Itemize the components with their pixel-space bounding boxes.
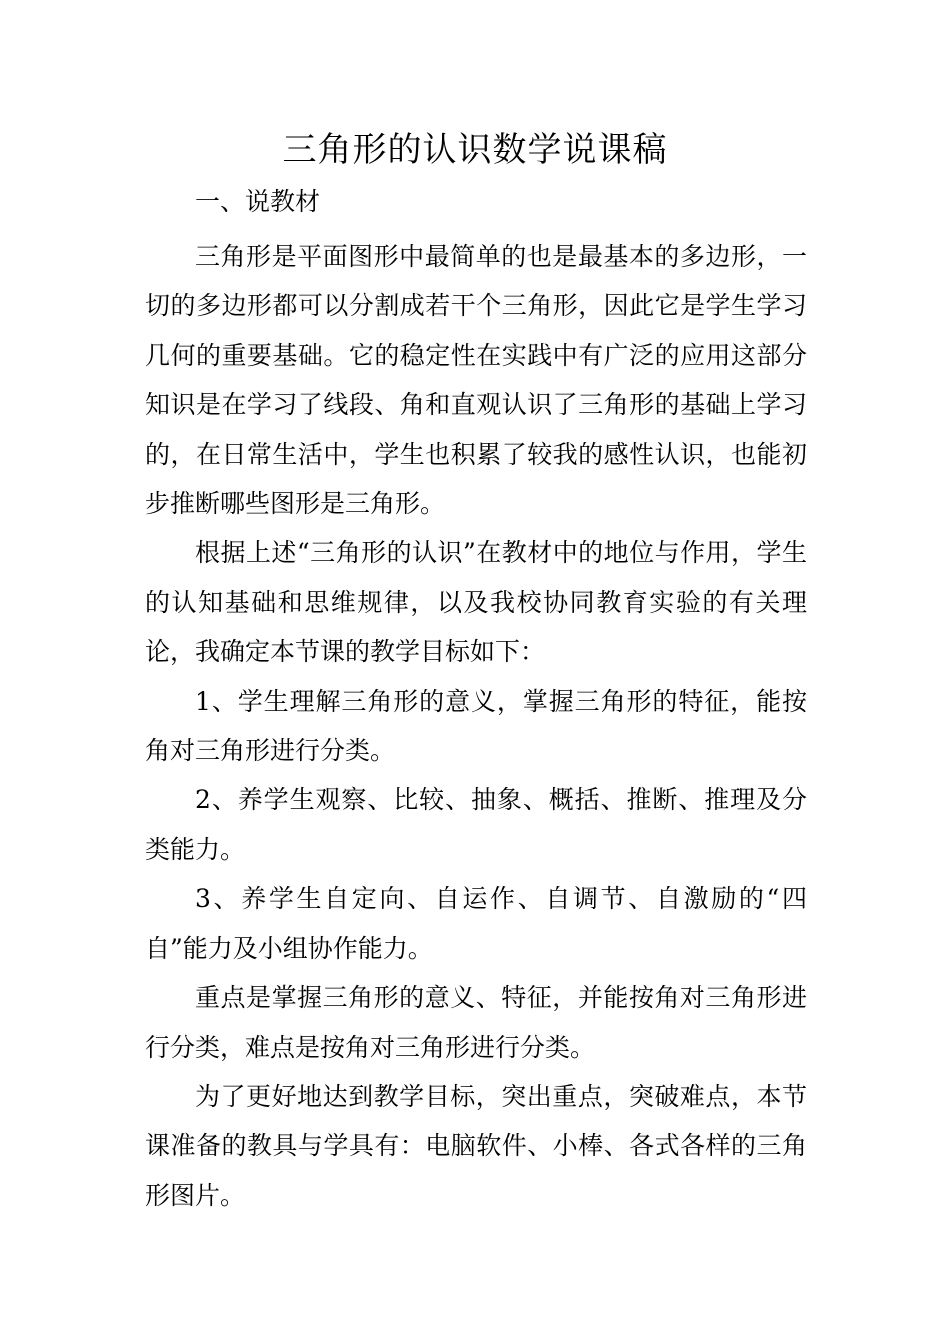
section-heading: 一、说教材	[195, 187, 321, 216]
paragraph-objective-2: 2、养学生观察、比较、抽象、概括、推断、推理及分类能力。	[145, 785, 807, 864]
paragraph-objective-1: 1、学生理解三角形的意义，掌握三角形的特征，能按角对三角形进行分类。	[145, 686, 807, 766]
document-title: 三角形的认识数学说课稿	[282, 130, 668, 170]
paragraph-objective-3: 3、养学生自定向、自运作、自调节、自激励的“四自”能力及小组协作能力。	[145, 884, 807, 963]
paragraph-textbook-intro: 三角形是平面图形中最简单的也是最基本的多边形，一切的多边形都可以分割成若干个三角形，因此它是学生学习几何的重要基础。它的稳定性在实践中有广泛的应用这部分知识是在学习了线段、角和直观认识了三角形的基础上学习的，在日常生活中，学生也积累了较我的感性认识，也能初步推断哪些图形是三角形。	[145, 242, 807, 519]
paragraph-key-points: 重点是掌握三角形的意义、特征，并能按角对三角形进行分类，难点是按角对三角形进行分类。	[145, 983, 807, 1062]
paragraph-objectives-intro: 根据上述“三角形的认识”在教材中的地位与作用，学生的认知基础和思维规律，以及我校协同教育实验的有关理论，我确定本节课的教学目标如下：	[145, 538, 807, 667]
paragraph-teaching-aids: 为了更好地达到教学目标，突出重点，突破难点，本节课准备的教具与学具有：电脑软件、小棒、各式各样的三角形图片。	[145, 1081, 807, 1210]
document-body	[145, 182, 807, 1220]
